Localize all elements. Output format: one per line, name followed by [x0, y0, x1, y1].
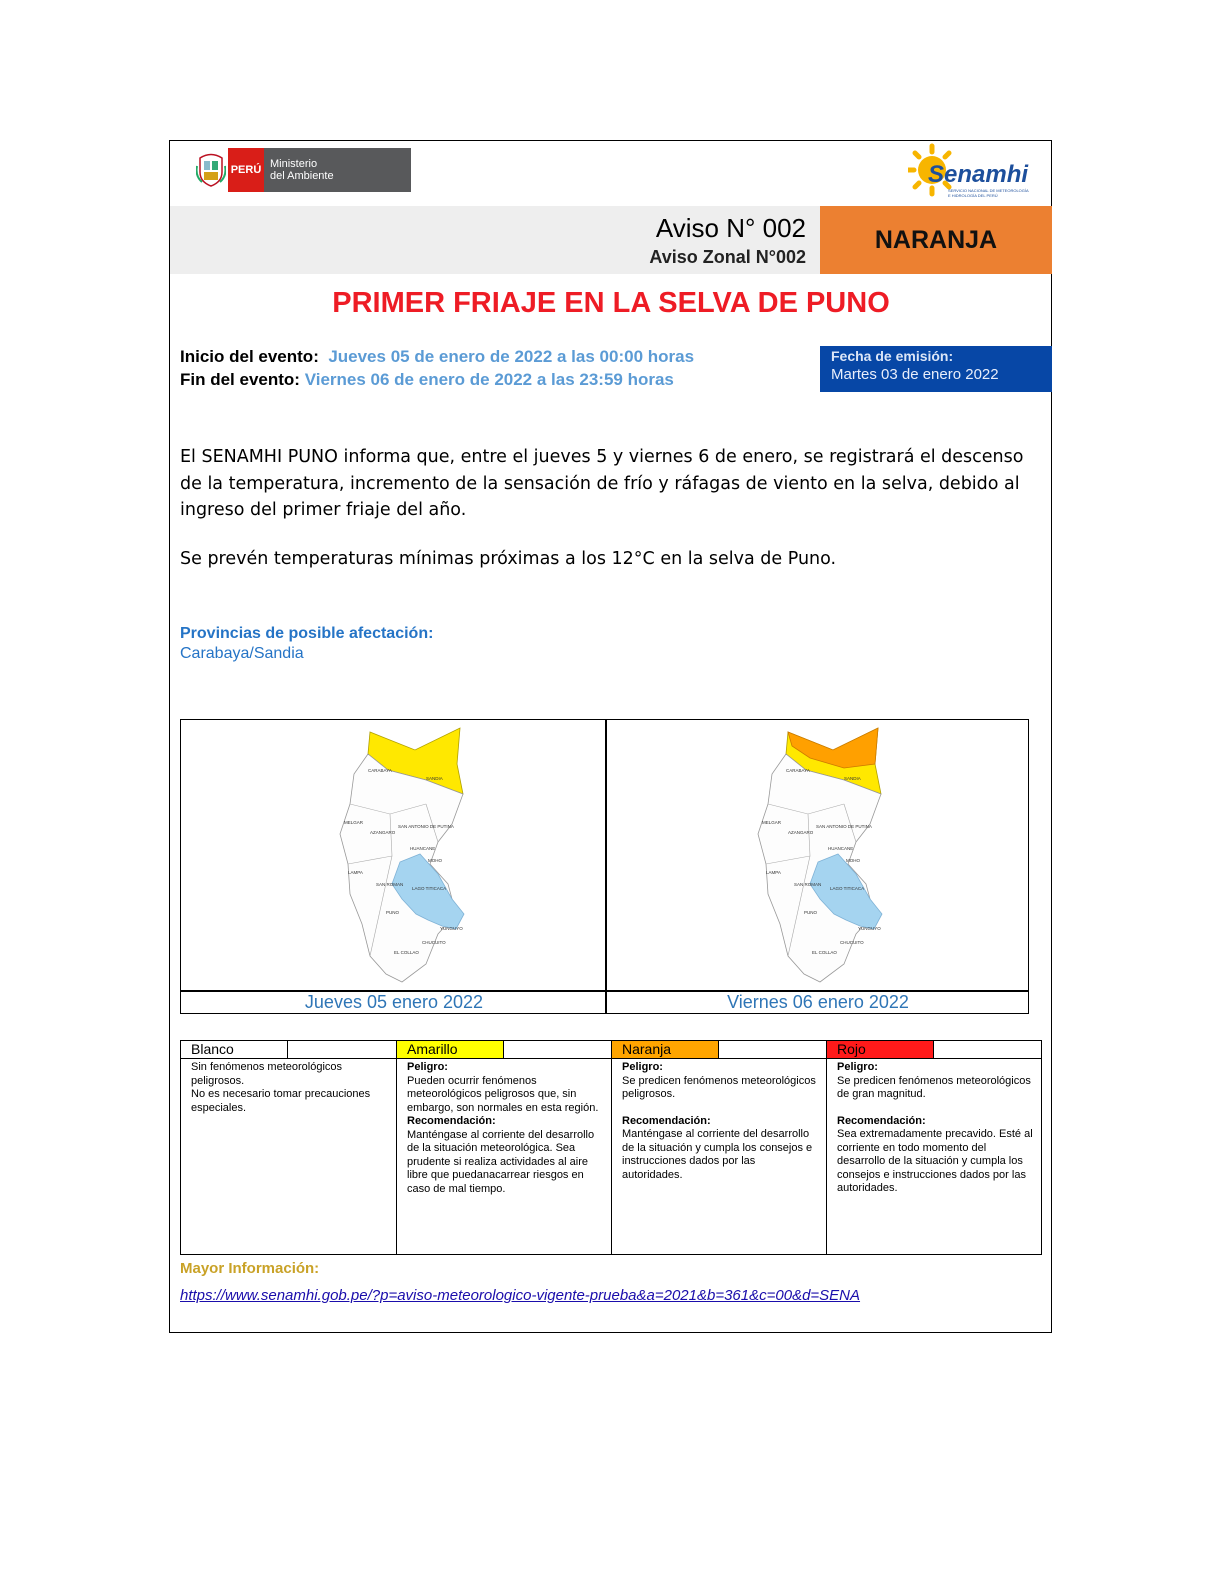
alert-level-badge: NARANJA: [820, 206, 1052, 274]
map-thursday-label: SAN ANTONIO DE PUTINA: [398, 824, 454, 829]
alert-level-legend: [180, 1040, 1042, 1255]
map-friday: [748, 724, 898, 986]
ministry-line-2: del Ambiente: [270, 170, 334, 182]
legend-recom-label: Recomendación:: [407, 1115, 496, 1127]
map-thursday-label: LAMPA: [348, 870, 363, 875]
legend-recom-text: No es necesario tomar precauciones especiales.: [191, 1088, 371, 1114]
description-paragraph: El SENAMHI PUNO informa que, entre el jueves 5 y viernes 6 de enero, se registrará el descenso de la temperatura, incremento de la sensación de frío y ráfagas de viento en la selva, debido al ingreso del primer friaje del año.: [180, 447, 1024, 520]
legend-peligro-text: Se predicen fenómenos meteorológicos de gran magnitud.: [837, 1074, 1031, 1100]
legend-text-rojo: [837, 1061, 1033, 1196]
issue-date-box: [820, 346, 1052, 392]
map-friday-label: SANDIA: [844, 776, 861, 781]
map-thursday-label: AZANGARO: [370, 830, 396, 835]
ministry-label: [264, 148, 411, 192]
legend-column-blanco: [181, 1041, 397, 1254]
map-friday-label: HUANCANE: [828, 846, 854, 851]
zonal-notice-number: Aviso Zonal N°002: [649, 247, 806, 267]
event-end-label: Fin del evento:: [180, 370, 300, 389]
map-friday-label: LAGO TITICACA: [830, 886, 865, 891]
map-thursday-label: SANDIA: [426, 776, 443, 781]
more-info-label: Mayor Información:: [180, 1260, 320, 1277]
ministry-logo: [194, 148, 411, 192]
legend-column-amarillo: [397, 1041, 612, 1254]
map-thursday-label: HUANCANE: [410, 846, 436, 851]
event-start: [180, 347, 694, 367]
legend-text-naranja: [622, 1061, 818, 1182]
map-friday-label: MOHO: [846, 858, 860, 863]
map-thursday: [330, 724, 480, 986]
map-thursday-label: LAGO TITICACA: [412, 886, 447, 891]
legend-column-rojo: [827, 1041, 1041, 1254]
map-friday-label: SAN ROMAN: [794, 882, 822, 887]
map-friday-label: CARABAYA: [786, 768, 810, 773]
legend-peligro-text: Pueden ocurrir fenómenos meteorológicos peligrosos que, sin embargo, son normales en esta región.: [407, 1074, 599, 1114]
legend-peligro-label: Peligro:: [407, 1061, 448, 1073]
legend-column-naranja: [612, 1041, 827, 1254]
maps-divider: [605, 719, 607, 1014]
map-thursday-label: PUNO: [386, 910, 400, 915]
headline: PRIMER FRIAJE EN LA SELVA DE PUNO: [332, 287, 890, 319]
map-friday-label: EL COLLAO: [812, 950, 837, 955]
map-friday-label: SAN ANTONIO DE PUTINA: [816, 824, 872, 829]
senamhi-subtext-1: SERVICIO NACIONAL DE METEOROLOGÍA: [948, 188, 1029, 193]
map-thursday-label: EL COLLAO: [394, 950, 419, 955]
temperature-paragraph: Se prevén temperaturas mínimas próximas a los 12°C en la selva de Puno.: [180, 549, 837, 569]
map-thursday-label: CARABAYA: [368, 768, 392, 773]
map-friday-label: YUNGUYO: [858, 926, 881, 931]
legend-peligro-text: Sin fenómenos meteorológicos peligrosos.: [191, 1061, 343, 1087]
legend-recom-text: Sea extremadamente precavido. Esté al corriente en todo momento del desarrollo de la situación y cumpla los consejos e instrucciones dados por las autoridades.: [837, 1128, 1033, 1194]
legend-chip-blanco: Blanco: [181, 1041, 288, 1058]
legend-recom-label: Recomendación:: [837, 1114, 926, 1127]
legend-chip-rojo: Rojo: [827, 1041, 934, 1058]
map-thursday-label: MELGAR: [344, 820, 364, 825]
legend-text-blanco: [191, 1061, 388, 1115]
map-friday-label: CHUCUITO: [840, 940, 864, 945]
provinces-value: Carabaya/Sandia: [180, 645, 304, 662]
senamhi-wordmark: Senamhi: [928, 161, 1029, 188]
event-end: [180, 370, 674, 390]
peru-label: PERÚ: [228, 148, 264, 192]
senamhi-logo: [908, 142, 1048, 206]
event-end-value: Viernes 06 de enero de 2022 a las 23:59 horas: [304, 370, 674, 389]
legend-peligro-text: Se predicen fenómenos meteorológicos peligrosos.: [622, 1074, 816, 1100]
issue-date-value: Martes 03 de enero 2022: [831, 366, 999, 383]
map-thursday-label: YUNGUYO: [440, 926, 463, 931]
coat-of-arms-icon: [194, 150, 228, 190]
map-friday-label: LAMPA: [766, 870, 781, 875]
map-friday-label: MELGAR: [762, 820, 782, 825]
senamhi-subtext-2: E HIDROLOGÍA DEL PERÚ: [948, 193, 998, 198]
ministry-line-1: Ministerio: [270, 158, 318, 170]
map-friday-label: AZANGARO: [788, 830, 814, 835]
legend-text-amarillo: [407, 1061, 603, 1196]
issue-date-label: Fecha de emisión:: [831, 348, 954, 364]
map-thursday-label: CHUCUITO: [422, 940, 446, 945]
map-thursday-label: SAN ROMAN: [376, 882, 404, 887]
legend-chip-amarillo: Amarillo: [397, 1041, 504, 1058]
legend-recom-label: Recomendación:: [622, 1114, 711, 1127]
event-start-label: Inicio del evento:: [180, 347, 319, 366]
map-friday-label: PUNO: [804, 910, 818, 915]
map-thursday-label: MOHO: [428, 858, 442, 863]
legend-peligro-label: Peligro:: [837, 1061, 878, 1073]
legend-recom-text: Manténgase al corriente del desarrollo de la situación y cumpla los consejos e instrucciones dados por las autoridades.: [622, 1128, 813, 1181]
more-info-link[interactable]: https://www.senamhi.gob.pe/?p=aviso-meteorologico-vigente-prueba&a=2021&b=361&c=00&d=SENA: [180, 1287, 861, 1304]
map-caption-thursday: Jueves 05 enero 2022: [304, 992, 484, 1012]
legend-chip-naranja: Naranja: [612, 1041, 719, 1058]
legend-recom-text: Manténgase al corriente del desarrollo de la situación meteorológica. Sea prudente si realiza actividades al aire libre que puedanacarrear riesgos en caso de mal tiempo.: [407, 1128, 595, 1195]
map-caption-friday: Viernes 06 enero 2022: [727, 992, 909, 1012]
notice-number: Aviso N° 002: [655, 213, 806, 243]
provinces-label: Provincias de posible afectación:: [180, 625, 434, 642]
event-start-value: Jueves 05 de enero de 2022 a las 00:00 horas: [328, 347, 695, 366]
legend-peligro-label: Peligro:: [622, 1061, 663, 1073]
